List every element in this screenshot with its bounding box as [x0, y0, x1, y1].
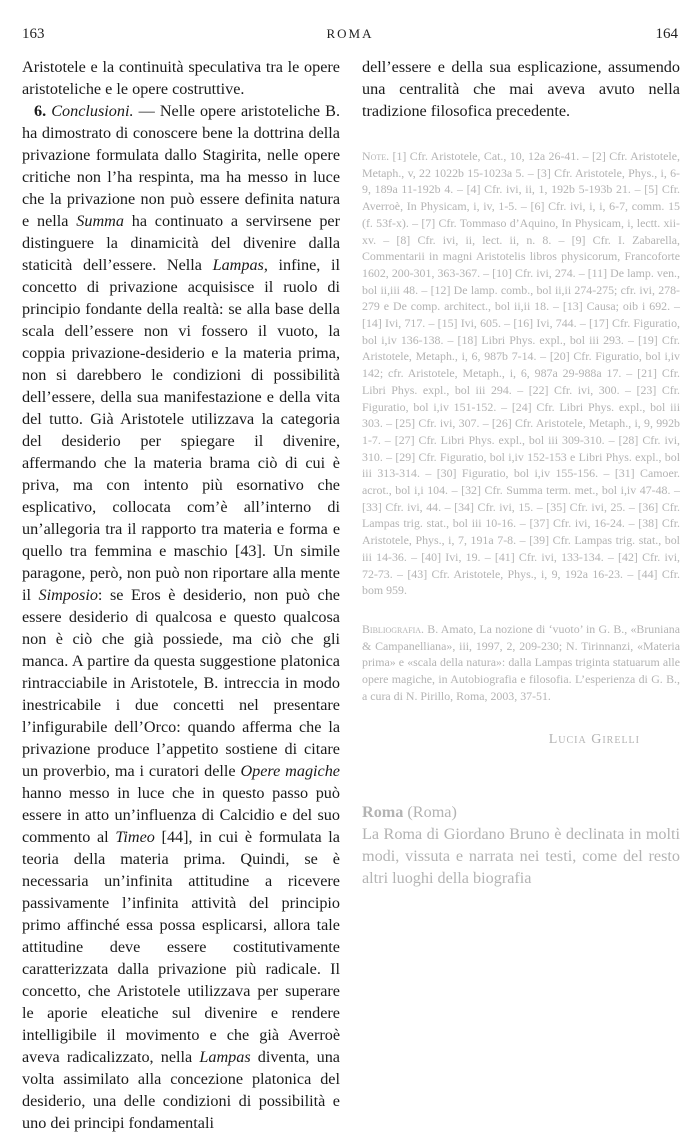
- bibliography-block: [362, 621, 680, 705]
- left-column: [22, 56, 340, 1134]
- page-number-left: 163: [22, 26, 45, 42]
- italic-opere-magiche: Opere magiche: [240, 762, 340, 780]
- notes-text: [1] Cfr. Aristotele, Cat., 10, 12a 26-41. – [2] Cfr. Aristotele, Metaph., v, 22 1022b 15-1023a 5. – [3] Cfr. Aristotele, Phys., i, 6-9, 189a 11-192b 4. – [4] Cfr. ivi, ii, 1, 192b 5-193b 21. – [5] Cfr. Averroè, In Physicam, i, iv, 1-5. – [6] Cfr. ivi, i, i, 6-7, comm. 15 (f. 53f-x). – [7] Cfr. Tommaso d’Aquino, In Physicam, i, lectt. xii-xv. – [8] Cfr. ivi, ii, lect. ii, n. 8. – [9] Cfr. I. Zabarella, Commentarii in magni Aristotelis libros physicorum, Francoforte 1602, 200-301, 363-367. – [10] Cfr. ivi, 274. – [11] De lamp. ven., bol ii,iii 48. – [12] De lamp. comb., bol ii,ii 274-275; cfr. ivi, 278-279 e De comp. architect., bol ii,ii 18. – [13] Causa; oib i 692. – [14] Ivi, 717. – [15] Ivi, 605. – [16] Ivi, 744. – [17] Cfr. Figuratio, bol i,iv 136-138. – [18] Libri Phys. expl., bol iii 293. – [19] Cfr. Aristotele, Metaph., i, 6, 987b 7-14. – [20] Cfr. Figuratio, bol i,iv 142; cfr. Aristotele, Metaph., i, 6, 987a 29-988a 17. – [21] Cfr. Libri Phys. expl., bol iii 294. – [22] Cfr. ivi, 300. – [23] Cfr. Figuratio, bol i,iv 151-152. – [24] Cfr. Libri Phys. expl., bol iii 303. – [25] Cfr. ivi, 307. – [26] Cfr. Aristotele, Metaph., i, 9, 992b 1-7. – [27] Cfr. Libri Phys. expl., bol iii 309-310. – [28] Cfr. ivi, 310. – [29] Cfr. Figuratio, bol i,iv 152-153 e Libri Phys. expl., bol iii 313-314. – [30] Figuratio, bol i,iv 155-156. – [31] Camoer. acrot., bol i,i 104. – [32] Cfr. Summa term. met., bol i,iv 47-48. – [33] Cfr. ivi, 44. – [34] Cfr. ivi, 15. – [35] Cfr. ivi, 25. – [36] Cfr. Lampas trig. stat., bol iii 10-16. – [37] Cfr. ivi, 16-24. – [38] Cfr. Aristotele, Phys., i, 7, 191a 7-8. – [39] Cfr. Lampas trig. stat., bol iii 14-36. – [40] Ivi, 19. – [41] Cfr. ivi, 133-134. – [42] Cfr. ivi, 72-73. – [43] Cfr. Aristotele, Phys., i, 9, 192a 16-23. – [44] Cfr. bom 959.: [362, 149, 680, 598]
- bibliography-text: B. Amato, La nozione di ‘vuoto’ in G. B., «Bruniana & Campanelliana», iii, 1997, 2, 209-230; N. Tirinnanzi, «Materia prima» e «scala della natura»: dalla Lampas triginta statuarum alle opere magiche, in Autobiografia e filosofia. L’esperienza di G. B., a cura di N. Pirillo, Roma, 2003, 37-51.: [362, 621, 680, 703]
- right-column: [362, 56, 680, 889]
- running-header: [22, 26, 678, 48]
- page-number-right: 164: [655, 26, 678, 42]
- entry-title: Roma: [362, 802, 404, 821]
- italic-lampas: Lampas: [199, 1048, 251, 1066]
- section-number: 6.: [34, 102, 47, 120]
- text-run: ha continuato a servirsene per distinguere la dinamicità del divenire dalla staticità dell’essere. Nella: [22, 212, 340, 274]
- text-run: , infine, il concetto di privazione acquisisce il ruolo di principio fondante della realtà: se alla base della scala dell’essere non vi fossero il vuoto, la coppia privazione-desiderio e la materia prima, non si darebbero le condizioni di possibilità dell’essere, della sua manifestazione e della vita del tutto. Già Aristotele utilizzava la categoria del desiderio per spiegare il divenire, affermando che la materia brama ciò di cui è priva, ma con intento più esornativo che esplicativo, collocata com’è all’interno di un’allegoria tra il rapporto tra materia e forma e quello tra femmina e maschio [43]. Un simile paragone, però, non può non riportare alla mente il: [22, 256, 340, 604]
- entry-heading: [362, 801, 680, 823]
- italic-simposio: Simposio: [38, 586, 98, 604]
- text-run: : se Eros è desiderio, non può che essere desiderio di qualcosa e questo qualcosa non è ciò che già possiede, ma ciò che gli manca. A partire da questa suggestione platonica rintracciabile in Aristotele, B. intreccia in modo inestricabile i due concetti nel presentare l’infigurabile dell’Orco: quando afferma che la privazione produce l’appetito sostiene di citare un proverbio, ma i curatori delle: [22, 586, 340, 780]
- text-run: [44], in cui è formulata la teoria della materia prima. Quindi, se è necessaria un’infinita attitudine a ricevere passivamente l’infinita attività del principio primo affinché essa possa esplicarsi, allora tale attitudine deve essere costitutivamente caratterizzata dalla privazione più radicale. Il concetto, che Aristotele utilizzava per superare le aporie eleatiche sul divenire e rendere intelligibile il movimento e che già Averroè aveva radicalizzato, nella: [22, 828, 340, 1066]
- paragraph-conclusions: [22, 100, 340, 1134]
- entry-text: La Roma di Giordano Bruno è declinata in molti modi, vissuta e narrata nei testi, come del resto altri luoghi della biografia: [362, 824, 680, 887]
- text-run: diventa, una volta assimilato alla concezione platonica del desiderio, una delle condizioni di possibilità e uno dei principi fondamentali: [22, 1048, 340, 1132]
- article-author: Lucia Girelli: [548, 731, 640, 747]
- paragraph-continuation: Aristotele e la continuità speculativa tra le opere aristoteliche e le opere costruttive.: [22, 58, 340, 98]
- bibliography-label: Bibliografia.: [362, 621, 425, 636]
- section-title: Conclusioni.: [51, 102, 134, 120]
- running-title: ROMA: [326, 26, 374, 41]
- italic-lampas: Lampas: [212, 256, 264, 274]
- entry-subtitle: (Roma): [407, 802, 457, 821]
- italic-timeo: Timeo: [115, 828, 155, 846]
- italic-summa: Summa: [76, 212, 124, 230]
- paragraph-continuation-right: dell’essere e della sua esplicazione, assumendo una centralità che mai aveva avuto nella tradizione filosofica precedente.: [362, 58, 680, 120]
- notes-block: [362, 148, 680, 599]
- text-run: — Nelle opere aristoteliche B. ha dimostrato di conoscere bene la dottrina della privazione formulata dallo Stagirita, nelle opere critiche non l’ha respinta, ma ha messo in luce che la privazione non può essere definita natura e nella: [22, 102, 341, 230]
- notes-label: Note.: [362, 149, 390, 163]
- text-run: hanno messo in luce che in questo passo può essere in atto un’influenza di Calcidio e del suo commento al: [22, 784, 340, 846]
